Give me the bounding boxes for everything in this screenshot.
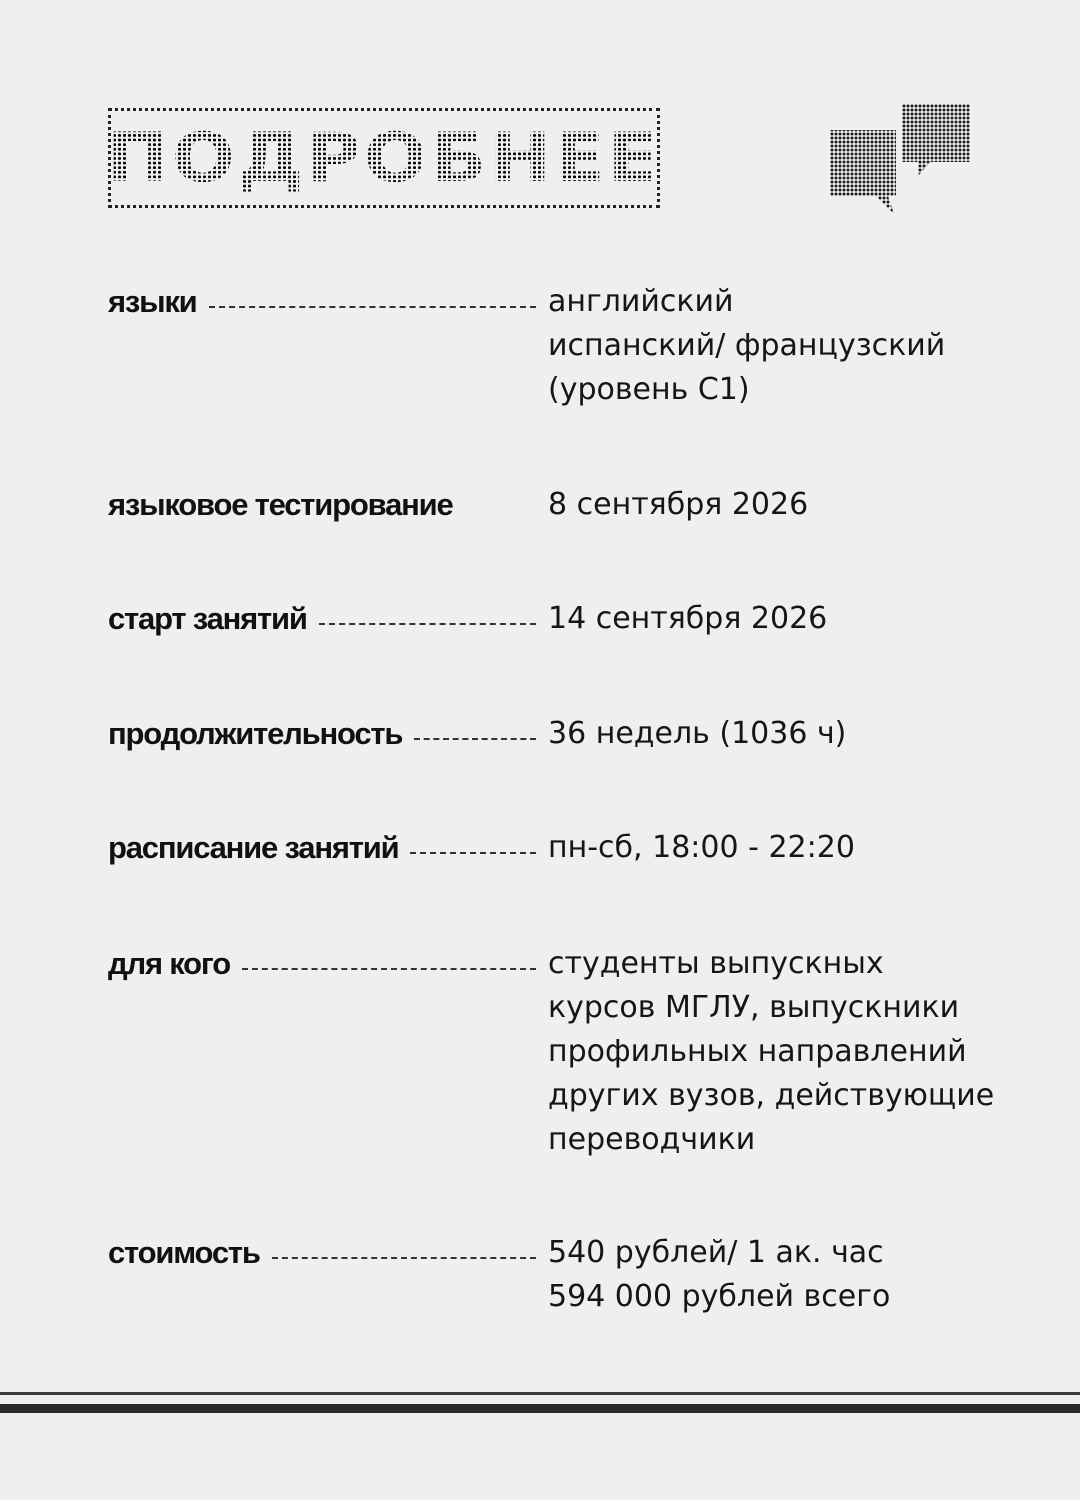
row-value: 36 недель (1036 ч) <box>548 716 847 751</box>
row-label: языки <box>108 284 197 319</box>
dotted-leader <box>209 306 536 308</box>
dotted-leader <box>414 738 536 740</box>
row-value: переводчики <box>548 1122 756 1157</box>
row-value: других вузов, действующие <box>548 1078 995 1113</box>
footer-rule-thick <box>0 1404 1080 1413</box>
row-value: 594 000 рублей всего <box>548 1279 891 1314</box>
row-value: профильных направлений <box>548 1034 967 1069</box>
row-label: языковое тестирование <box>108 487 453 522</box>
page-title: ПОДРОБНЕЕ <box>106 118 662 198</box>
row-value: 8 сентября 2026 <box>548 487 809 522</box>
row-value: студенты выпускных <box>548 946 884 981</box>
dotted-leader <box>272 1257 536 1259</box>
row-value: испанский/ французский <box>548 328 946 363</box>
row-value: 14 сентября 2026 <box>548 601 828 636</box>
title-box <box>108 108 660 208</box>
row-label: расписание занятий <box>108 830 399 865</box>
row-value: английский <box>548 284 734 319</box>
dotted-leader <box>242 968 536 970</box>
dotted-leader <box>410 852 536 854</box>
dotted-leader <box>319 623 536 625</box>
row-value: 540 рублей/ 1 ак. час <box>548 1235 884 1270</box>
row-label: продолжительность <box>108 716 403 751</box>
row-label: для кого <box>108 946 230 981</box>
row-value: курсов МГЛУ, выпускники <box>548 990 960 1025</box>
row-label: старт занятий <box>108 601 307 636</box>
footer-rule-thin <box>0 1392 1080 1395</box>
row-label: стоимость <box>108 1235 260 1270</box>
chat-bubbles-icon <box>826 100 974 224</box>
row-value: пн-сб, 18:00 - 22:20 <box>548 830 855 865</box>
row-value: (уровень С1) <box>548 372 750 407</box>
